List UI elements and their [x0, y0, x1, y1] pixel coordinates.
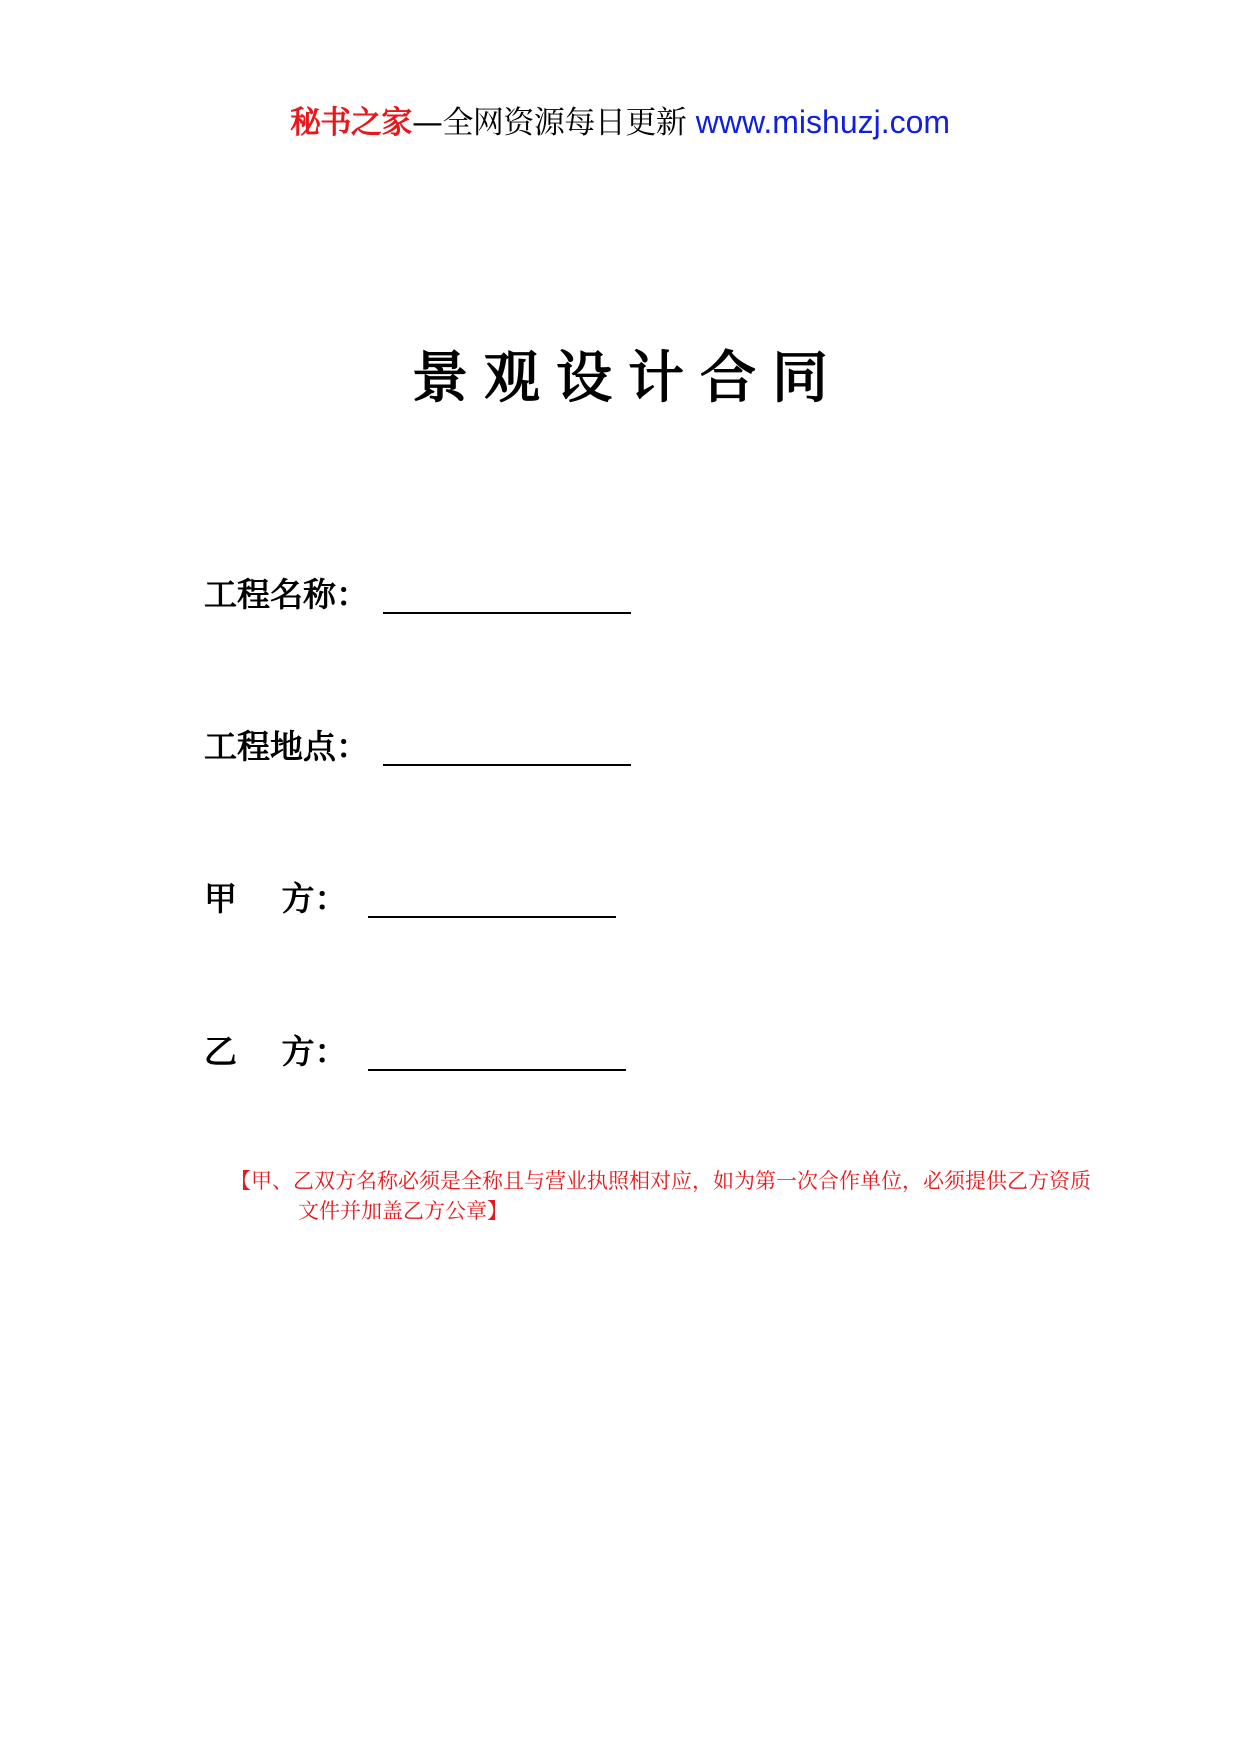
note-line-2: 文件并加盖乙方公章】: [298, 1199, 508, 1223]
project-location-label: 工程地点：: [204, 727, 369, 766]
party-b-blank[interactable]: [368, 1069, 626, 1071]
party-name-note: [230, 1166, 1130, 1226]
project-location-row: [204, 720, 631, 770]
project-name-label: 工程名称：: [204, 575, 369, 614]
party-b-label: 乙 方：: [204, 1032, 348, 1071]
party-a-row: [204, 872, 616, 922]
project-name-blank[interactable]: [383, 612, 631, 614]
party-a-blank[interactable]: [368, 916, 616, 918]
document-title: 景观设计合同: [412, 346, 844, 411]
note-line-1: 【甲、乙双方名称必须是全称且与营业执照相对应，如为第一次合作单位，必须提供乙方资质: [230, 1169, 1091, 1193]
project-name-row: [204, 568, 631, 618]
party-a-label: 甲 方：: [204, 879, 348, 918]
site-url-link[interactable]: www.mishuzj.com: [695, 104, 951, 140]
site-tagline: —全网资源每日更新: [411, 105, 696, 141]
project-location-blank[interactable]: [383, 764, 631, 766]
site-brand: 秘书之家: [289, 105, 412, 141]
site-header: [0, 100, 1240, 145]
party-b-row: [204, 1025, 626, 1075]
